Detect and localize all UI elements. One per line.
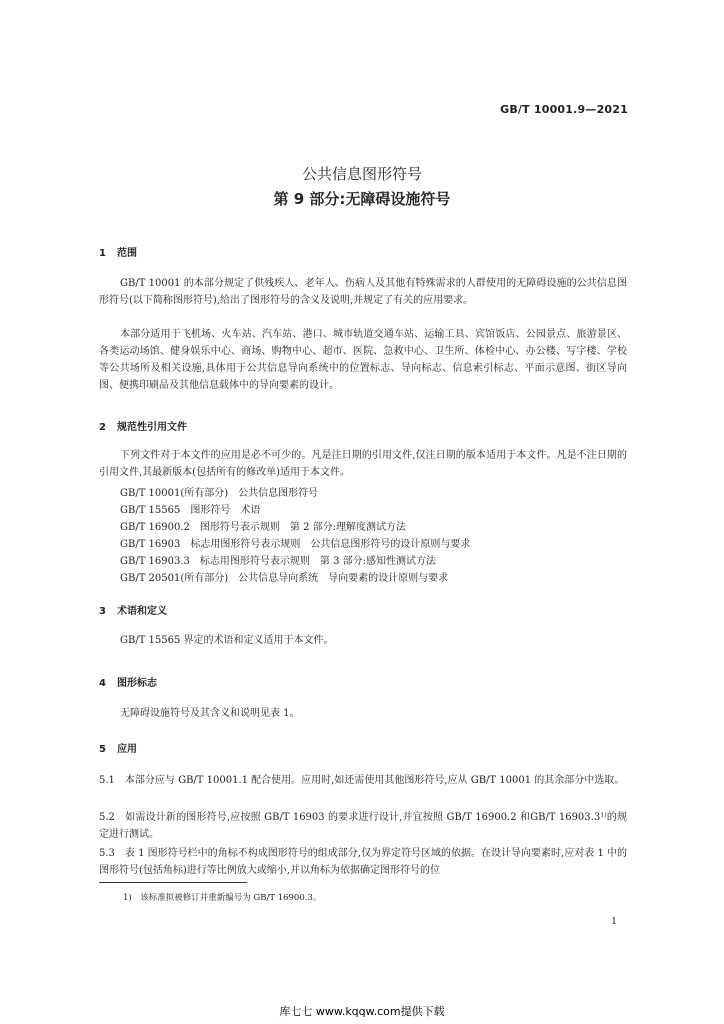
paragraph: 本部分适用于飞机场、火车站、汽车站、港口、城市轨道交通车站、运输工具、宾馆饭店、公园景点、旅游景区、各类运动场馆、健身娱乐中心、商场、购物中心、超市、医院、急救中心、卫生所、体检中心、办公楼、写字楼、学校等公共场所及相关设施,具体用于公共信息导向系统中的位置标志、导向标志、信息索引标志、平面示意图、街区导向图、便携印刷品及其他信息载体中的导向要素的设计。 bbox=[99, 329, 627, 391]
paragraph: GB/T 10001 的本部分规定了供残疾人、老年人、伤病人及其他有特殊需求的人群使用的无障碍设施的公共信息图形符号(以下简称图形符号),给出了图形符号的含义及说明,并规定了有关的应用要求。 bbox=[99, 278, 627, 306]
section-title: 范围 bbox=[117, 248, 137, 259]
clause-5-1: 5.1 本部分应与 GB/T 10001.1 配合使用。应用时,如还需使用其他图形符号,应从 GB/T 10001 的其余部分中选取。 bbox=[99, 775, 625, 786]
section-title: 术语和定义 bbox=[117, 606, 167, 617]
reference-item: GB/T 16903.3 标志用图形符号表示规则 第 3 部分:感知性测试方法 bbox=[120, 556, 436, 567]
clause-5-2: 5.2 如需设计新的图形符号,应按照 GB/T 16903 的要求进行设计,并宜按照 GB/T 16900.2 和GB/T 16903.3¹⁾的规定进行测试。 bbox=[99, 812, 627, 840]
standard-code: GB/T 10001.9—2021 bbox=[500, 103, 628, 116]
section-number: 2 bbox=[99, 422, 106, 433]
section-heading-5 bbox=[99, 740, 137, 755]
reference-item: GB/T 20501(所有部分) 公共信息导向系统 导向要素的设计原则与要求 bbox=[120, 573, 449, 584]
section-number: 4 bbox=[99, 678, 106, 689]
download-watermark: 库七七 www.kqqw.com提供下载 bbox=[279, 1005, 445, 1018]
reference-item: GB/T 16900.2 图形符号表示规则 第 2 部分:理解度测试方法 bbox=[120, 522, 406, 533]
document-subtitle: 第 9 部分:无障碍设施符号 bbox=[273, 190, 451, 208]
section-number: 5 bbox=[99, 744, 106, 755]
page-number: 1 bbox=[611, 917, 617, 927]
section-number: 1 bbox=[99, 248, 106, 259]
section-title: 图形标志 bbox=[117, 678, 157, 689]
section-number: 3 bbox=[99, 606, 106, 617]
paragraph: 无障碍设施符号及其含义和说明见表 1。 bbox=[120, 708, 300, 719]
section-heading-3 bbox=[99, 602, 167, 617]
paragraph: 下列文件对于本文件的应用是必不可少的。凡是注日期的引用文件,仅注日期的版本适用于本文件。凡是不注日期的引用文件,其最新版本(包括所有的修改单)适用于本文件。 bbox=[99, 450, 627, 478]
footnote: 1) 该标准拟被修订并重新编号为 GB/T 16900.3。 bbox=[123, 893, 322, 903]
reference-item: GB/T 10001(所有部分) 公共信息图形符号 bbox=[120, 488, 319, 499]
clause-5-3: 5.3 表 1 图形符号栏中的角标不构成图形符号的组成部分,仅为界定符号区域的依据。在设计导向要素时,应对表 1 中的图形符号(包括角标)进行等比例放大或缩小,并以角标为依据确定图形符号的位 bbox=[99, 848, 627, 876]
paragraph: GB/T 15565 界定的术语和定义适用于本文件。 bbox=[120, 635, 334, 646]
footnote-divider bbox=[99, 882, 247, 883]
document-title: 公共信息图形符号 bbox=[301, 165, 422, 183]
section-heading-1 bbox=[99, 244, 137, 259]
section-heading-2 bbox=[99, 418, 187, 433]
section-title: 应用 bbox=[117, 744, 137, 755]
section-title: 规范性引用文件 bbox=[117, 422, 187, 433]
section-heading-4 bbox=[99, 674, 157, 689]
reference-item: GB/T 15565 图形符号 术语 bbox=[120, 505, 261, 516]
reference-item: GB/T 16903 标志用图形符号表示规则 公共信息图形符号的设计原则与要求 bbox=[120, 539, 471, 550]
